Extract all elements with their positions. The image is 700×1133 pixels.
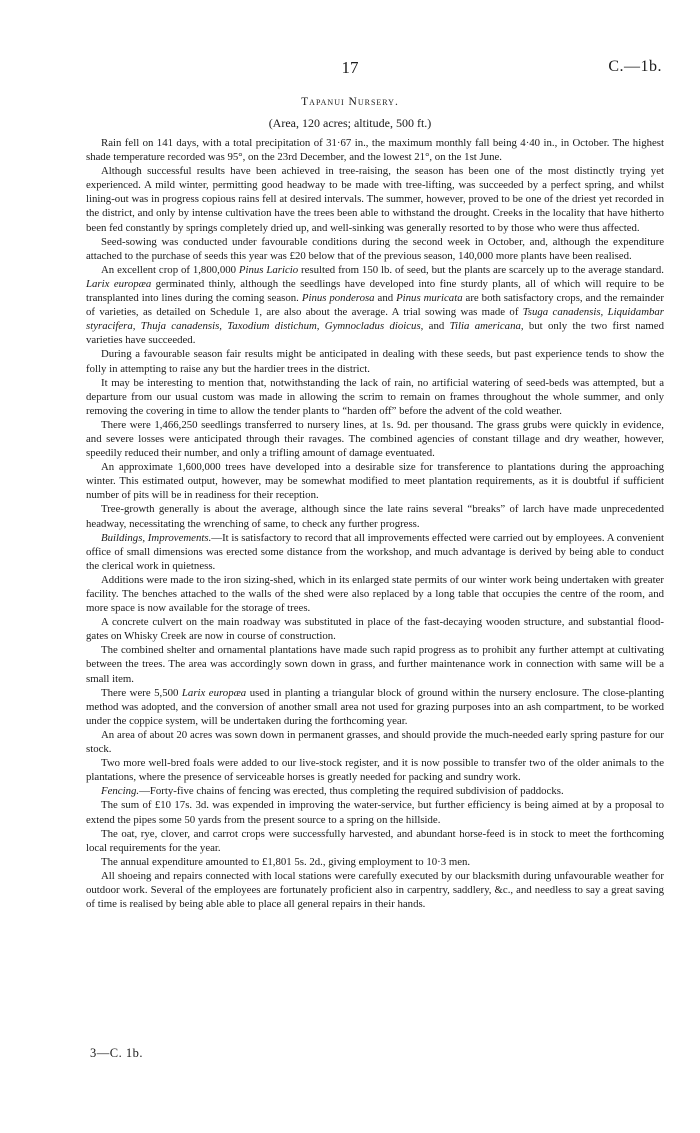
paragraph: An area of about 20 acres was sown down in permanent grasses, and should provide the much-needed early spring pasture for our stock.	[86, 728, 664, 756]
paragraph: During a favourable season fair results might be anticipated in dealing with these seeds, but past experience tends to show the folly in attempting to raise any but the hardier trees in the district.	[86, 348, 664, 375]
paragraph: There were 5,500 Larix europæa used in planting a triangular block of ground within the nursery enclosure. The close-planting method was adopted, and the conversion of another small area not used for grazing purposes into an ash compartment, to be worked under the coppice system, will be undertaken during the forthcoming year.	[86, 686, 664, 727]
paragraph: The oat, rye, clover, and carrot crops were successfully harvested, and abundant horse-feed is in stock to meet the forthcoming local requirements for the year.	[86, 827, 664, 854]
signature-mark: 3—C. 1b.	[90, 1046, 143, 1060]
paragraph: Fencing.—Forty-five chains of fencing was erected, thus completing the required subdivision of paddocks.	[101, 785, 564, 798]
paragraph: It may be interesting to mention that, notwithstanding the lack of rain, no artificial watering of seed-beds was attempted, but a departure from our usual custom was made in allowing the scrim to remain on frames throughout the whole summer, and only removing the covering in time to allow the tender plants to “harden off” before the advent of the cold weather.	[86, 376, 664, 417]
paragraph: Two more well-bred foals were added to our live-stock register, and it is now possible to transfer two of the older animals to the plantations, where the presence of serviceable horses is greatly needed for packing and sundry work.	[86, 757, 664, 784]
paragraph: An excellent crop of 1,800,000 Pinus Laricio resulted from 150 lb. of seed, but the plants are scarcely up to the average standard. Larix europæa germinated thinly, although the seedlings have developed into fine sturdy plants, all of which will require to be transplanted into lines during the coming season. Pinus ponderosa and Pinus muricata are both satisfactory crops, and the remainder of varieties, as detailed on Schedule 1, are also about the average. A trial sowing was made of Tsuga canadensis, Liquidambar styracifera, Thuja canadensis, Taxodium distichum, Gymnocladus dioicus, and Tilia americana, but only the two first named varieties have succeeded.	[86, 263, 664, 347]
paragraph: Buildings, Improvements.—It is satisfactory to record that all improvements effected were carried out by employees. A convenient office of small dimensions was erected some distance from the workshop, and much advantage is derived by being able to conduct the clerical work in quietness.	[86, 531, 664, 572]
paragraph: Seed-sowing was conducted under favourable conditions during the second week in October, and, although the expenditure attached to the purchase of seeds this year was £20 below that of the previous season, 140,000 more plants have been realised.	[86, 235, 664, 262]
paragraph: An approximate 1,600,000 trees have developed into a desirable size for transference to plantations during the approaching winter. This estimated output, however, may be somewhat modified to meet plantation requirements, as it is doubtful if sufficient number of pits will be in readiness for their reception.	[86, 461, 664, 502]
page-number: 17	[341, 58, 359, 77]
paragraph: Although successful results have been achieved in tree-raising, the season has been one of the most distinctly trying yet experienced. A mild winter, permitting good headway to be made with tree-lifting, was succeeded by a perfect spring, and whilst lining-out was in progress copious rains fell at desired intervals. The summer, however, proved to be one of the driest yet recorded in the district, and only by intense cultivation have the trees been able to withstand the drought. Creeks in the locality that have hitherto been fed constantly by springs completely dried up, and well-sinking was generally resorted to by those who were thus affected.	[86, 165, 664, 234]
document-reference: C.—1b.	[608, 58, 662, 75]
paragraph: Additions were made to the iron sizing-shed, which in its enlarged state permits of our winter work being undertaken with greater facility. The benches attached to the walls of the shed were also replaced by a long table that occupies the centre of the room, and more space is now available for the storage of trees.	[86, 573, 664, 615]
paragraph: The sum of £10 17s. 3d. was expended in improving the water-service, but further efficiency is being aimed at by a proposal to extend the pipes some 50 yards from the present source to a spring on the hillside.	[86, 799, 664, 826]
paragraph: Rain fell on 141 days, with a total precipitation of 31·67 in., the maximum monthly fall being 4·40 in., in October. The highest shade temperature recorded was 95°, on the 23rd December, and the lowest 21°, on the 1st June.	[86, 137, 664, 164]
paragraph: A concrete culvert on the main roadway was substituted in place of the fast-decaying wooden structure, and substantial flood-gates on Whisky Creek are now in course of construction.	[86, 616, 664, 643]
section-title: Tapanui Nursery.	[301, 96, 399, 108]
paragraph: The combined shelter and ornamental plantations have made such rapid progress as to prohibit any further attempt at cultivating between the trees. The area was accordingly sown down in grass, and further maintenance work in connection with same will be a small item.	[86, 644, 664, 685]
section-subtitle: (Area, 120 acres; altitude, 500 ft.)	[268, 116, 432, 130]
paragraph: Tree-growth generally is about the average, although since the late rains several “breaks” of larch have made unprecedented headway, necessitating the wrenching of same, to check any further progress.	[86, 503, 664, 530]
paragraph: The annual expenditure amounted to £1,801 5s. 2d., giving employment to 10·3 men.	[101, 855, 471, 868]
paragraph: All shoeing and repairs connected with local stations were carefully executed by our blacksmith during unfavourable weather for outdoor work. Several of the employees are fortunately proficient also in carpentry, saddlery, &c., and needless to say a great saving of time is realised by being able able to place all general repairs in their hands.	[86, 869, 664, 911]
paragraph: There were 1,466,250 seedlings transferred to nursery lines, at 1s. 9d. per thousand. The grass grubs were quickly in evidence, and severe losses were anticipated through their ravages. The combined agencies of constant tillage and dry weather, however, speedily reduced their number, and only a trifling amount of damage eventuated.	[86, 418, 664, 460]
body-text	[86, 136, 664, 911]
